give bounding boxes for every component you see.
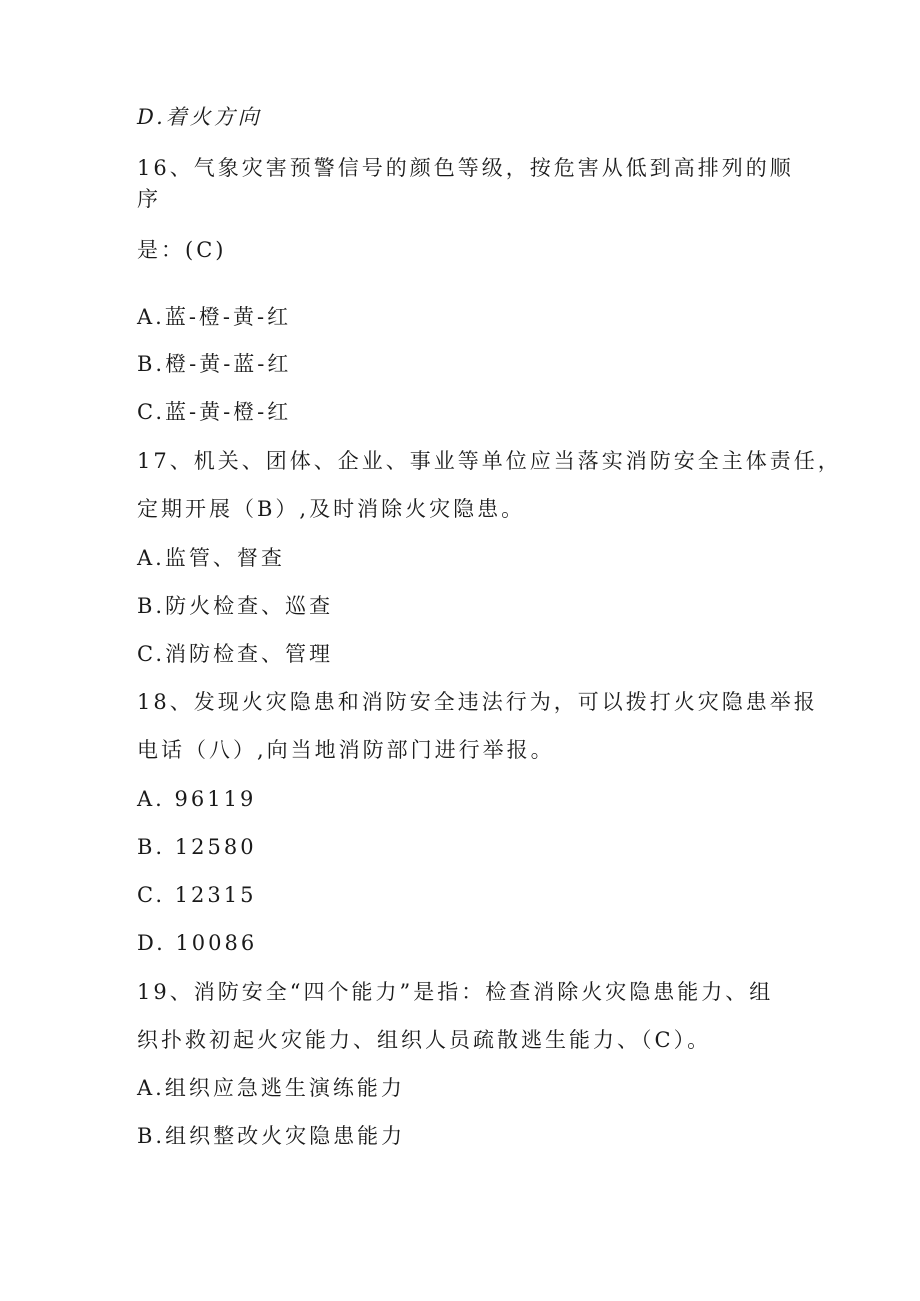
q17-option-c: C.消防检查、管理	[137, 642, 333, 666]
q17-option-b: B.防火检查、巡查	[137, 594, 334, 618]
q19-question-line-2: 织扑救初起火灾能力、组织人员疏散逃生能力、（C）。	[137, 1028, 712, 1052]
q15-option-d: D.着火方向	[137, 105, 262, 129]
q16-option-c: C.蓝-黄-橙-红	[137, 400, 292, 424]
q19-option-b: B.组织整改火灾隐患能力	[137, 1124, 406, 1148]
q18-option-d: D. 10086	[137, 931, 258, 955]
q17-question-line-1: 17、机关、团体、企业、事业等单位应当落实消防安全主体责任，	[137, 449, 842, 473]
q19-question-line-1: 19、消防安全“四个能力”是指：检查消除火灾隐患能力、组	[137, 980, 774, 1004]
q17-question-line-2: 定期开展（B）,及时消除火灾隐患。	[137, 497, 526, 521]
q18-option-c: C. 12315	[137, 883, 257, 907]
q16-answer-line: 是：(C)	[137, 238, 227, 262]
q16-question-line-1: 16、气象灾害预警信号的颜色等级，按危害从低到高排列的顺	[137, 156, 794, 180]
q16-option-a: A.蓝-橙-黄-红	[137, 305, 292, 329]
q18-question-line-1: 18、发现火灾隐患和消防安全违法行为，可以拨打火灾隐患举报	[137, 690, 818, 714]
q18-option-b: B. 12580	[137, 835, 257, 859]
q17-option-a: A.监管、督查	[137, 546, 285, 570]
q16-option-b: B.橙-黄-蓝-红	[137, 352, 292, 376]
q19-option-a: A.组织应急逃生演练能力	[137, 1076, 405, 1100]
q16-question-line-2: 序	[137, 187, 161, 211]
q18-question-line-2: 电话（八）,向当地消防部门进行举报。	[137, 738, 555, 762]
q18-option-a: A. 96119	[137, 787, 257, 811]
